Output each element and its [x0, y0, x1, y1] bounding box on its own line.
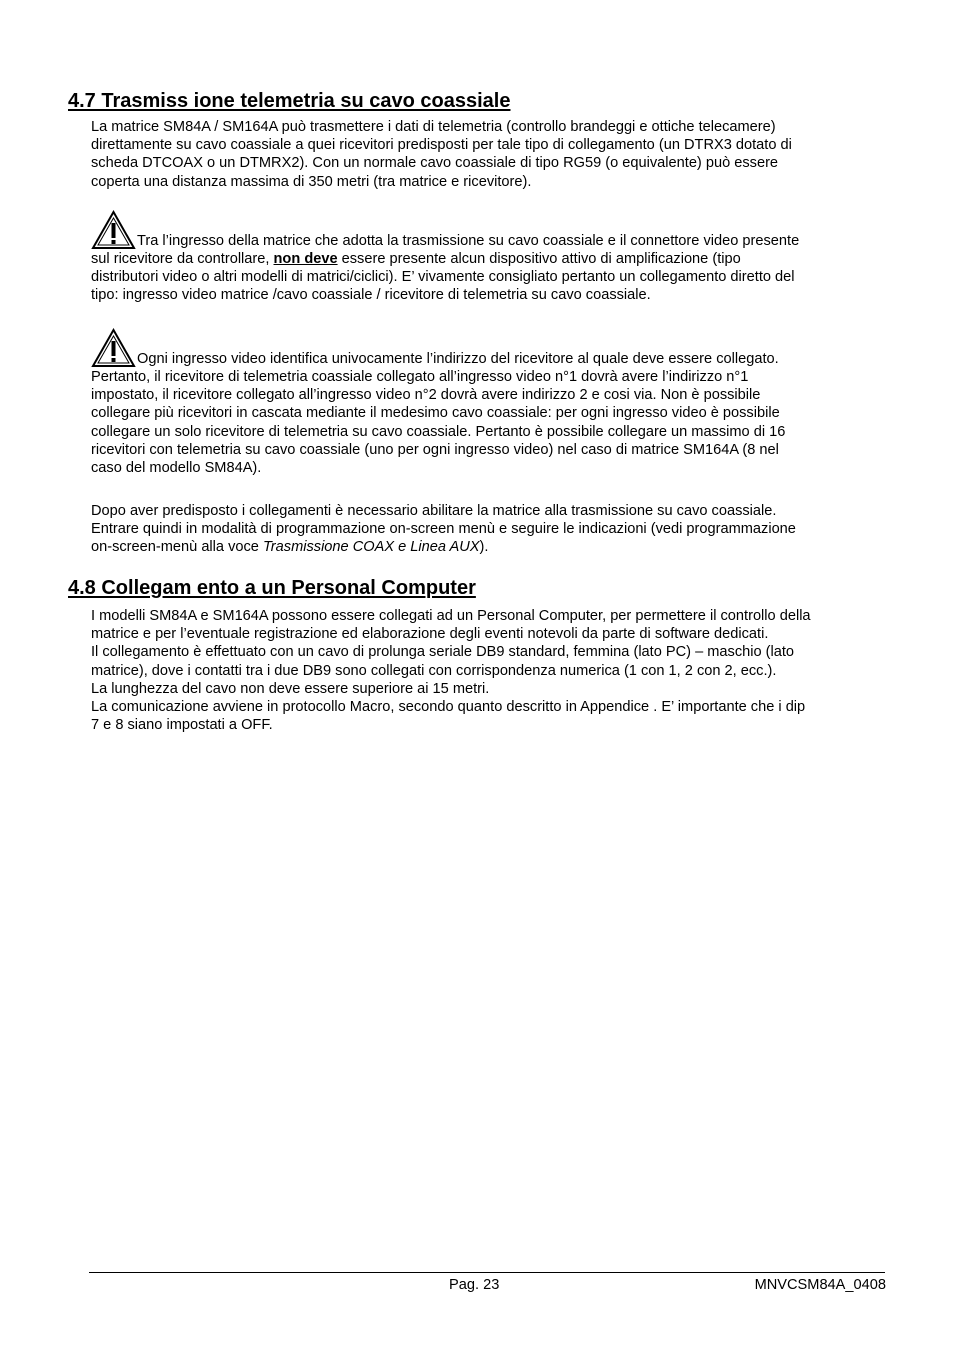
text-line: Pertanto, il ricevitore di telemetria coassiale collegato all’ingresso video n°1 dovrà avere l’indirizzo n°1: [91, 369, 749, 385]
text-line: scheda DTCOAX o un DTMRX2). Con un normale cavo coassiale di tipo RG59 (o equivalente) può essere: [91, 155, 779, 172]
text-line: distributori video o altri modelli di matrici/ciclici). E’ vivamente consigliato pertanto un collegamento diretto del: [91, 269, 795, 286]
enable-paragraph: [91, 502, 891, 557]
text-line: I modelli SM84A e SM164A possono essere collegati ad un Personal Computer, per permettere il controllo della: [91, 608, 811, 624]
text-line: La matrice SM84A / SM164A può trasmettere i dati di telemetria (controllo brandeggi e ottiche telecamere): [91, 119, 776, 135]
warning-1-line-2a: sul ricevitore da controllare,: [91, 251, 274, 267]
text-line: Dopo aver predisposto i collegamenti è necessario abilitare la matrice alla trasmissione su cavo coassiale.: [91, 503, 777, 519]
text-line: impostato, il ricevitore collegato all’ingresso video n°2 dovrà avere indirizzo 2 e cosi via. Non è possibile: [91, 387, 761, 404]
text-line: matrice e per l’eventuale registrazione ed elaborazione degli eventi notevoli da parte di software dedicati.: [91, 626, 769, 643]
text-line: matrice), dove i contatti tra i due DB9 sono collegati con corrispondenza numerica (1 con 1, 2 con 2, ecc.).: [91, 662, 777, 679]
intro-paragraph: [91, 118, 891, 191]
warning-1-line-2b: essere presente alcun dispositivo attivo di amplificazione (tipo: [337, 251, 741, 267]
text-line: [91, 250, 891, 268]
enable-line-3a: on-screen-menù alla voce: [91, 539, 263, 556]
page-number: Pag. 23: [449, 1277, 500, 1293]
text-line: collegare un solo ricevitore di telemetria su cavo coassiale. Pertanto è possibile collegare un massimo di 16: [91, 423, 786, 440]
text-line: ricevitori con telemetria su cavo coassiale (uno per ogni ingresso video) nel caso di matrice SM164A (8 nel: [91, 441, 779, 458]
text-line: coperta una distanza massima di 350 metri (tra matrice e ricevitore).: [91, 173, 532, 190]
footer-divider: [89, 1272, 885, 1273]
warning-block-2: [91, 328, 891, 477]
text-line: Il collegamento è effettuato con un cavo di prolunga seriale DB9 standard, femmina (lato PC) – maschio (lato: [91, 644, 795, 661]
warning-triangle-icon: [91, 210, 136, 250]
text-line: [91, 328, 891, 368]
menu-item-reference: Trasmissione COAX e Linea AUX: [262, 539, 480, 556]
text-line: [91, 210, 891, 250]
pc-connection-paragraph: [91, 607, 891, 734]
text-line: Entrare quindi in modalità di programmazione on-screen menù e seguire le indicazioni (vedi programmazione: [91, 521, 796, 538]
text-line: La lunghezza del cavo non deve essere superiore ai 15 metri.: [91, 680, 490, 697]
enable-line-3b: ).: [479, 539, 489, 556]
text-line: 7 e 8 siano impostati a OFF.: [91, 717, 273, 734]
warning-1-line-1: Tra l’ingresso della matrice che adotta la trasmissione su cavo coassiale e il connettore video presente: [137, 232, 800, 249]
text-line: [91, 538, 891, 556]
document-code: MNVCSM84A_0408: [754, 1277, 886, 1293]
section-heading-4-7: 4.7 Trasmiss ione telemetria su cavo coassiale: [68, 90, 511, 112]
warning-2-line-1: Ogni ingresso video identifica univocamente l’indirizzo del ricevitore al quale deve essere collegato.: [137, 350, 779, 367]
text-line: caso del modello SM84A).: [91, 460, 262, 477]
emphasis-non-deve: non deve: [273, 251, 338, 267]
text-line: tipo: ingresso video matrice /cavo coassiale / ricevitore di telemetria su cavo coassiale.: [91, 287, 651, 304]
warning-triangle-icon: [91, 328, 136, 368]
text-line: collegare più ricevitori in cascata mediante il medesimo cavo coassiale: per ogni ingresso video è possibile: [91, 405, 780, 422]
section-heading-4-8: 4.8 Collegam ento a un Personal Computer: [68, 577, 476, 599]
text-line: direttamente su cavo coassiale a quei ricevitori predisposti per tale tipo di collegamento (un DTRX3 dotato di: [91, 137, 792, 154]
text-line: La comunicazione avviene in protocollo Macro, secondo quanto descritto in Appendice . E’ importante che i dip: [91, 699, 806, 716]
warning-block-1: [91, 210, 891, 305]
